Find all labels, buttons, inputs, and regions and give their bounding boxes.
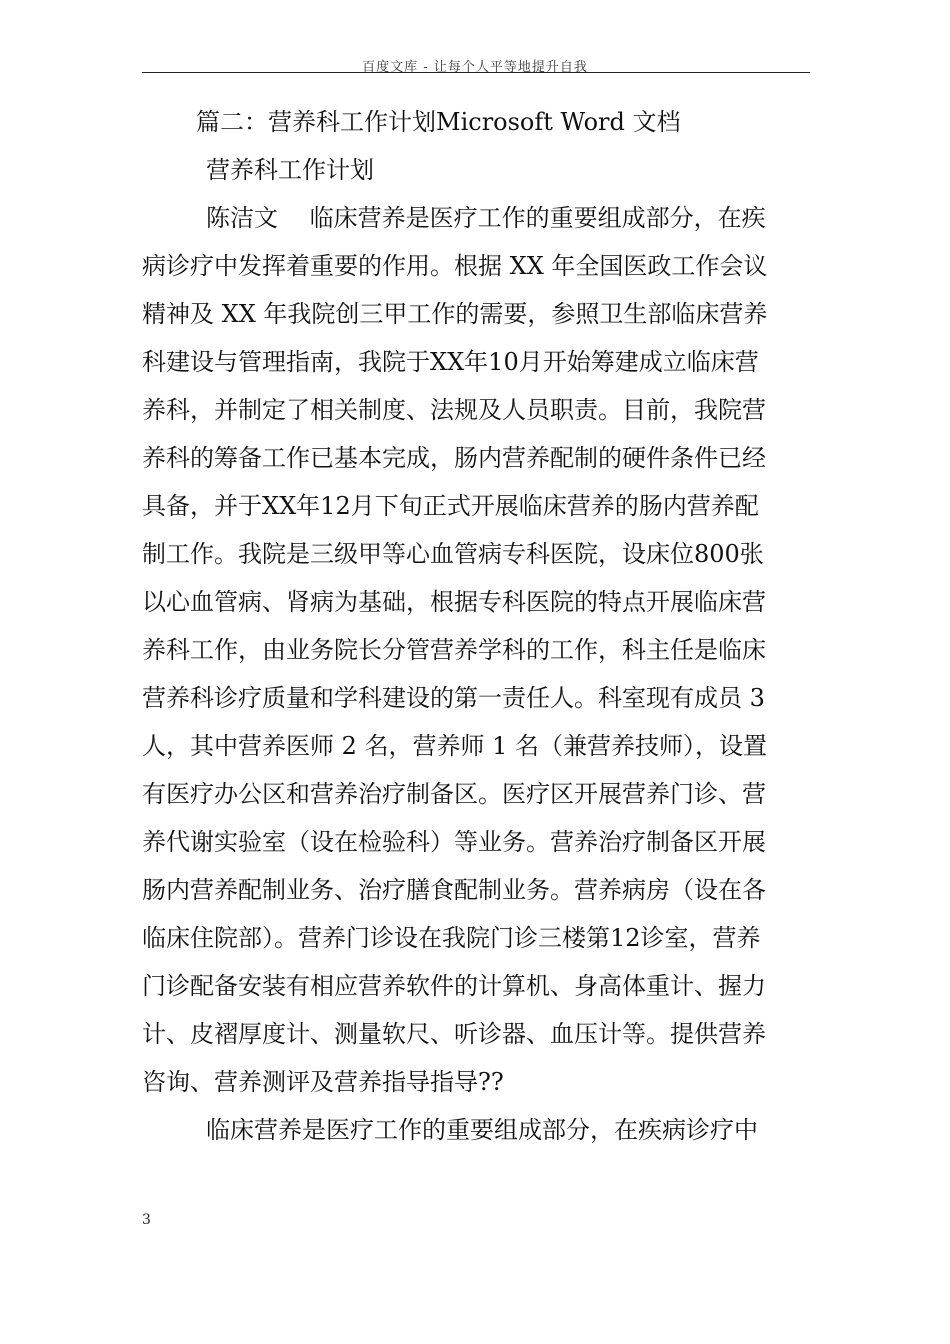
paragraph-1	[142, 194, 810, 1106]
paragraph-line: 养科工作，由业务院长分管营养学科的工作，科主任是临床	[142, 636, 766, 664]
paragraph-line: 计、皮褶厚度计、测量软尺、听诊器、血压计等。提供营养	[142, 1020, 766, 1048]
paragraph-line: 以心血管病、肾病为基础，根据专科医院的特点开展临床营	[142, 588, 766, 616]
paragraph-line: 有医疗办公区和营养治疗制备区。医疗区开展营养门诊、营	[142, 780, 766, 808]
paragraph-line: 临床营养是医疗工作的重要组成部分，在疾病诊疗中	[206, 1116, 758, 1144]
page-header: 百度文库 - 让每个人平等地提升自我	[362, 60, 588, 75]
paragraph-line: 制工作。我院是三级甲等心血管病专科医院，设床位800张	[142, 540, 764, 568]
paragraph-line: 病诊疗中发挥着重要的作用。根据 XX 年全国医政工作会议	[142, 252, 768, 280]
header-divider	[142, 72, 810, 73]
document-subtitle: 营养科工作计划	[206, 156, 374, 184]
paragraph-line: 陈洁文 临床营养是医疗工作的重要组成部分，在疾	[206, 204, 766, 232]
paragraph-line: 营养科诊疗质量和学科建设的第一责任人。科室现有成员 3	[142, 684, 765, 712]
document-body	[142, 98, 810, 1154]
document-title: 篇二：营养科工作计划Microsoft Word 文档	[196, 108, 681, 136]
paragraph-line: 人，其中营养医师 2 名，营养师 1 名（兼营养技师），设置	[142, 732, 768, 760]
paragraph-line: 养代谢实验室（设在检验科）等业务。营养治疗制备区开展	[142, 828, 766, 856]
paragraph-line: 科建设与管理指南，我院于XX年10月开始筹建成立临床营	[142, 348, 759, 376]
paragraph-line: 临床住院部）。营养门诊设在我院门诊三楼第12诊室，营养	[142, 924, 761, 952]
paragraph-line: 养科，并制定了相关制度、法规及人员职责。目前，我院营	[142, 396, 766, 424]
paragraph-line: 具备，并于XX年12月下旬正式开展临床营养的肠内营养配	[142, 492, 759, 520]
paragraph-line: 咨询、营养测评及营养指导指导??	[142, 1068, 504, 1096]
paragraph-line: 精神及 XX 年我院创三甲工作的需要，参照卫生部临床营养	[142, 300, 768, 328]
paragraph-line: 门诊配备安装有相应营养软件的计算机、身高体重计、握力	[142, 972, 766, 1000]
page-number: 3	[142, 1212, 151, 1228]
paragraph-2	[142, 1106, 810, 1154]
paragraph-line: 肠内营养配制业务、治疗膳食配制业务。营养病房（设在各	[142, 876, 766, 904]
paragraph-line: 养科的筹备工作已基本完成，肠内营养配制的硬件条件已经	[142, 444, 766, 472]
